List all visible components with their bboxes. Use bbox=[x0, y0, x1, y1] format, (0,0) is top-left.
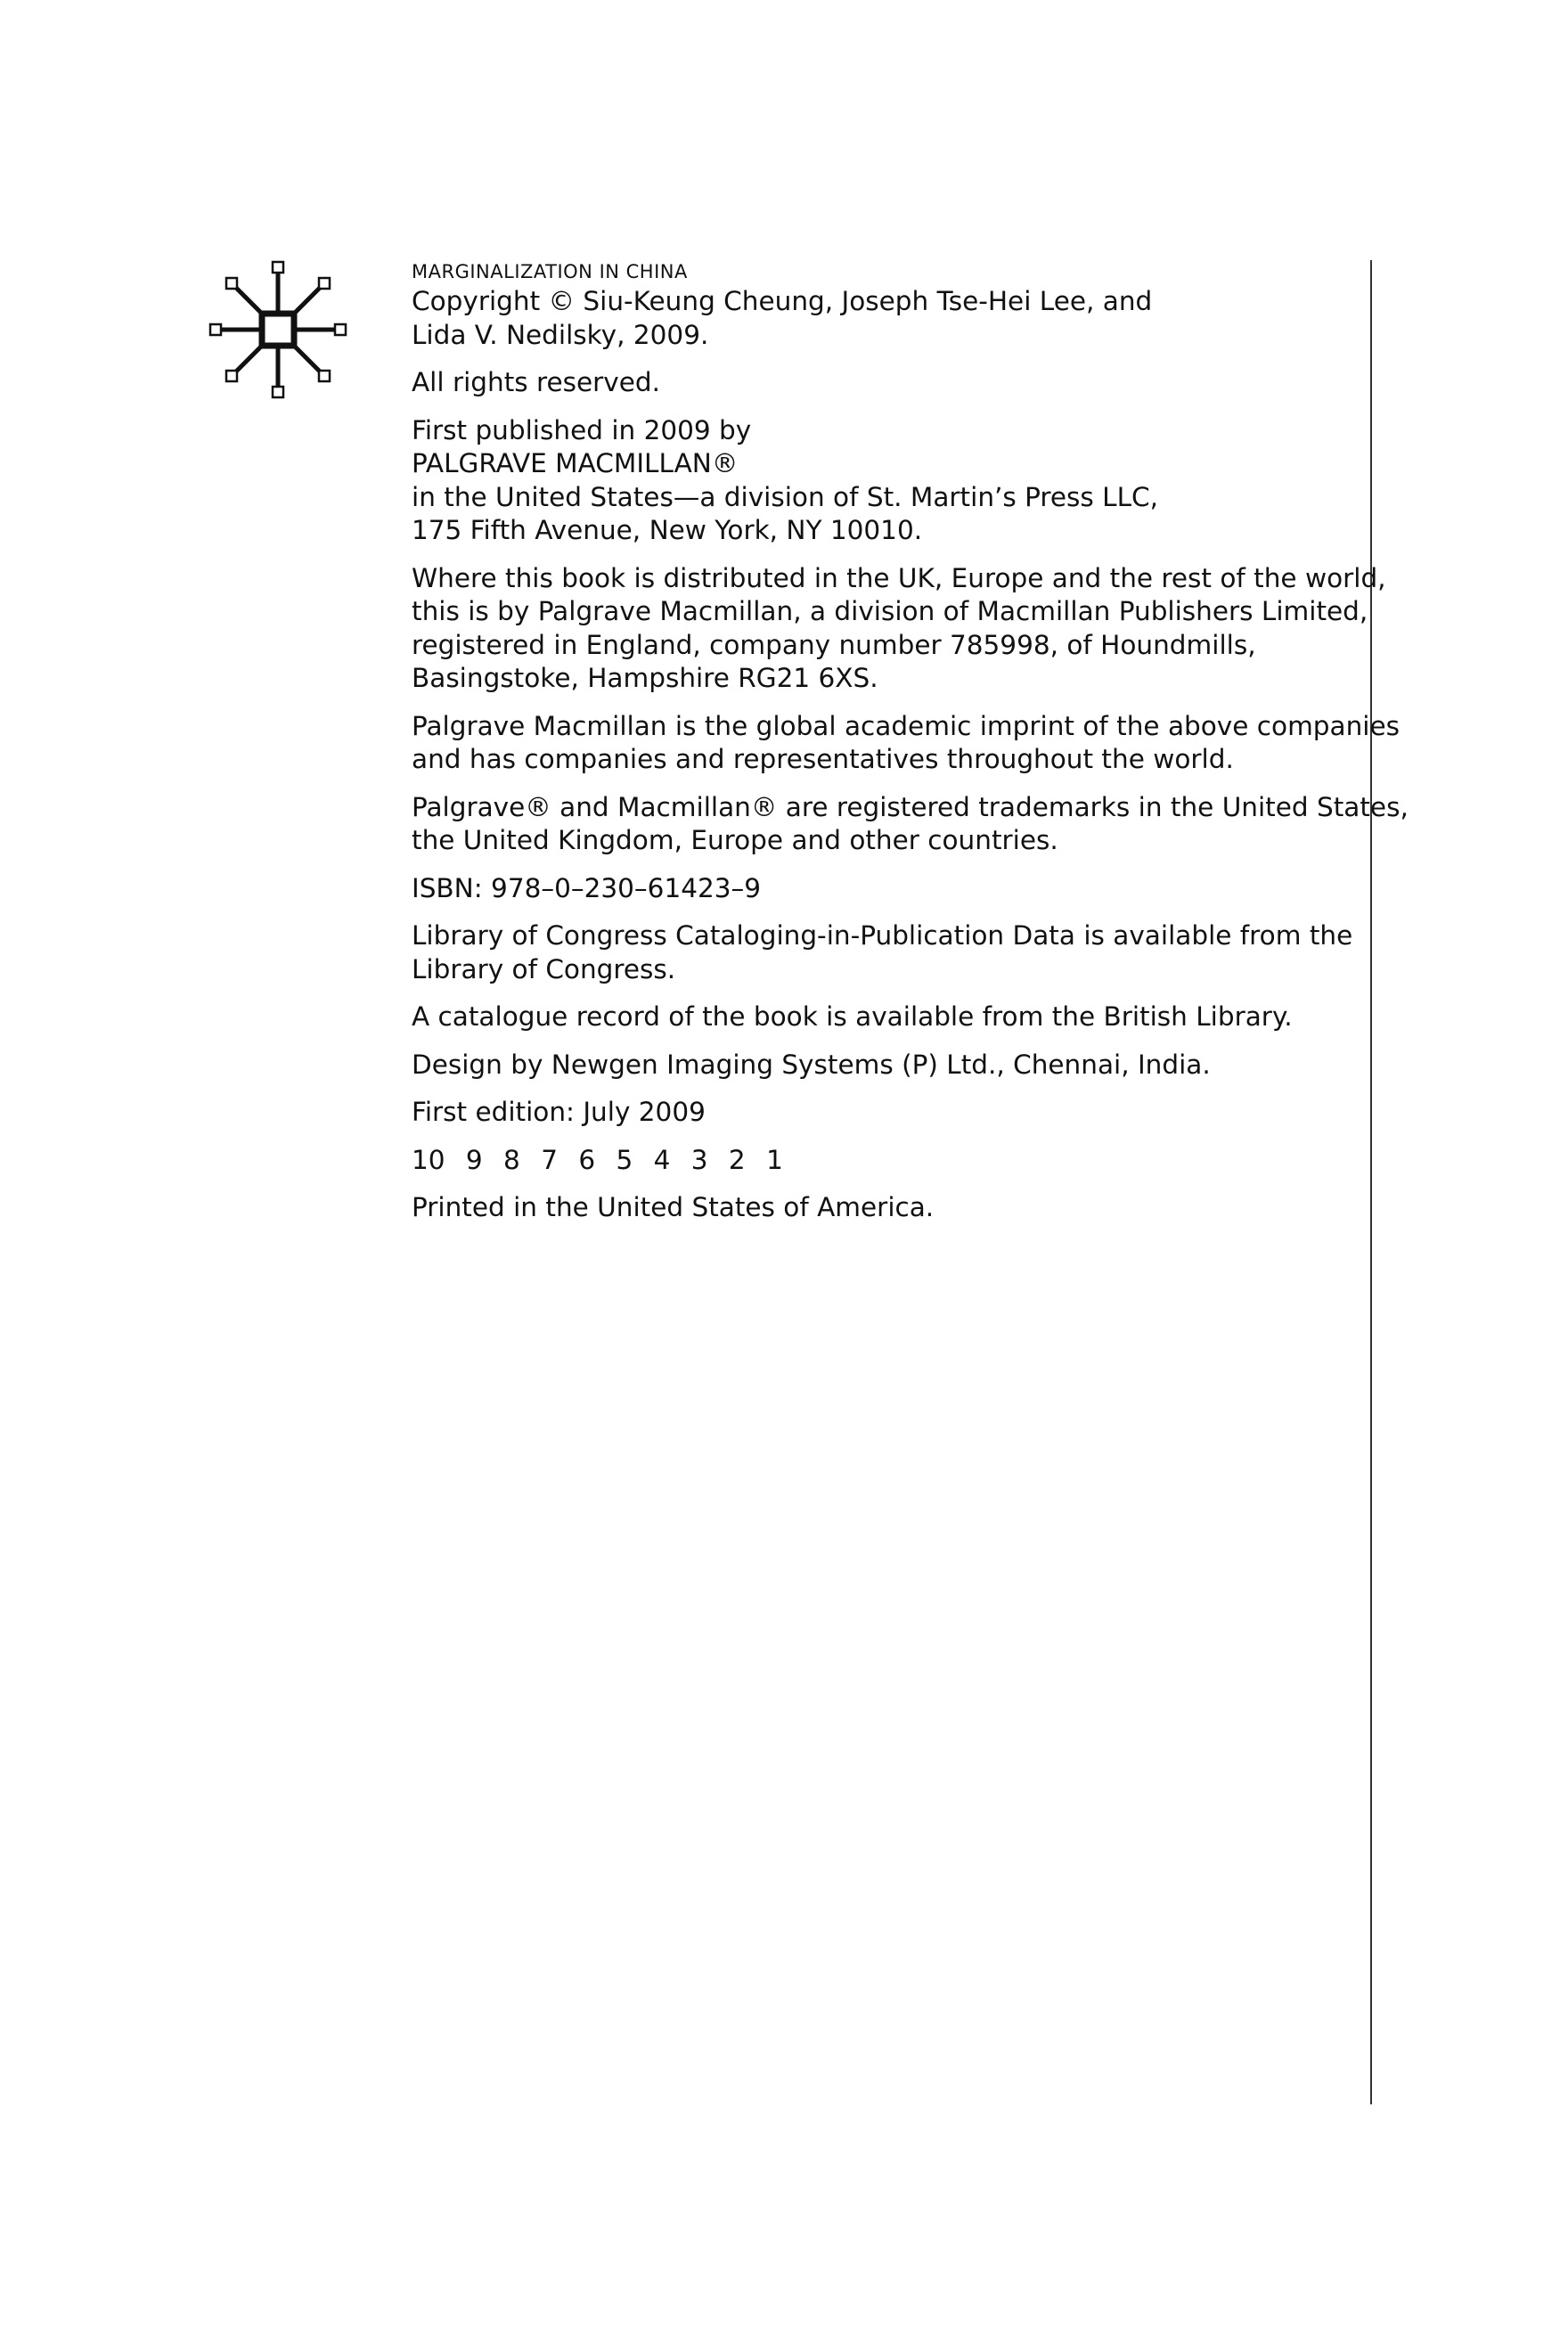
cip-data bbox=[412, 919, 1353, 986]
imprint-line: Palgrave Macmillan is the global academic imprint of the above companies bbox=[412, 710, 1401, 741]
trademark-line: Palgrave® and Macmillan® are registered trademarks in the United States, bbox=[412, 791, 1409, 822]
book-title: MARGINALIZATION IN CHINA bbox=[412, 261, 688, 282]
distribution-line: Basingstoke, Hampshire RG21 6XS. bbox=[412, 663, 878, 693]
publisher-name: PALGRAVE MACMILLAN® bbox=[412, 448, 739, 478]
publication-line: First published in 2009 by bbox=[412, 414, 752, 445]
edition-info: First edition: July 2009 bbox=[412, 1097, 706, 1127]
publisher-emblem-icon bbox=[207, 258, 349, 401]
design-credit: Design by Newgen Imaging Systems (P) Ltd., Chennai, India. bbox=[412, 1049, 1211, 1080]
trademark-info bbox=[412, 791, 1409, 858]
trademark-line: the United Kingdom, Europe and other countries. bbox=[412, 825, 1058, 855]
copyright-line: Copyright © Siu-Keung Cheung, Joseph Tse-Hei Lee, and bbox=[412, 286, 1153, 316]
publication-info bbox=[412, 414, 1338, 548]
isbn: ISBN: 978–0–230–61423–9 bbox=[412, 872, 762, 903]
catalogue-record: A catalogue record of the book is available from the British Library. bbox=[412, 1001, 1293, 1032]
distribution-line: this is by Palgrave Macmillan, a division of Macmillan Publishers Limited, bbox=[412, 596, 1368, 626]
copyright-line: Lida V. Nedilsky, 2009. bbox=[412, 319, 709, 350]
copyright-notice bbox=[412, 285, 1338, 352]
copyright-block bbox=[412, 260, 1409, 1239]
imprint-info bbox=[412, 710, 1401, 777]
distribution-line: registered in England, company number 785998, of Houndmills, bbox=[412, 629, 1256, 660]
publisher-address: 175 Fifth Avenue, New York, NY 10010. bbox=[412, 515, 923, 545]
printer-key: 10 9 8 7 6 5 4 3 2 1 bbox=[412, 1144, 783, 1175]
distribution-info bbox=[412, 562, 1386, 696]
rights-reserved: All rights reserved. bbox=[412, 367, 660, 397]
distribution-line: Where this book is distributed in the UK, Europe and the rest of the world, bbox=[412, 562, 1386, 593]
margin-rule bbox=[1370, 260, 1372, 2104]
cip-line: Library of Congress Cataloging-in-Publication Data is available from the bbox=[412, 920, 1353, 951]
publication-line: in the United States—a division of St. Martin’s Press LLC, bbox=[412, 481, 1158, 512]
printed-in: Printed in the United States of America. bbox=[412, 1192, 935, 1222]
imprint-line: and has companies and representatives throughout the world. bbox=[412, 744, 1234, 774]
cip-line: Library of Congress. bbox=[412, 953, 676, 984]
